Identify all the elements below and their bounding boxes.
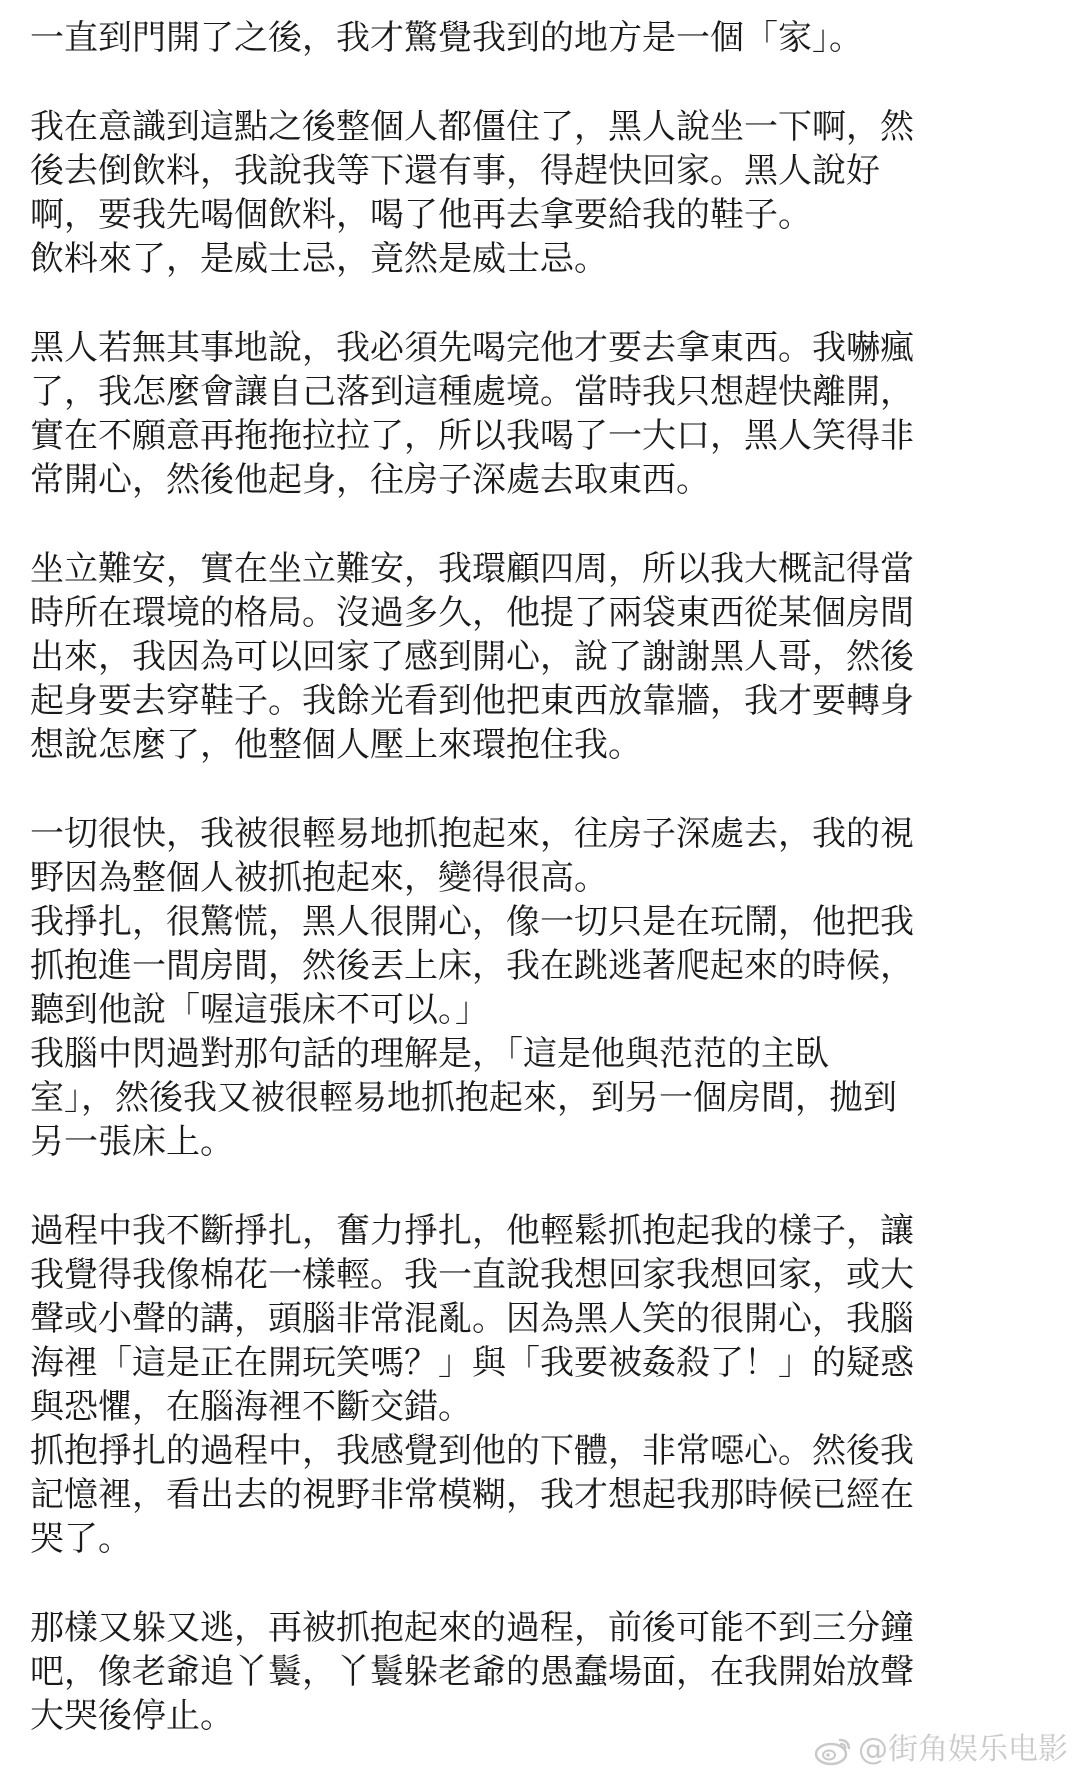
text-line: 大哭後停止。 <box>30 1696 234 1736</box>
text-line: 哭了。 <box>30 1519 132 1559</box>
text-line: 我腦中閃過對那句話的理解是，「這是他與范范的主臥 <box>30 1034 829 1074</box>
text-line: 飲料來了，是威士忌，竟然是威士忌。 <box>30 239 608 279</box>
text-line: 那樣又躲又逃，再被抓抱起來的過程，前後可能不到三分鐘 <box>30 1608 914 1648</box>
paragraph <box>30 326 1050 502</box>
paragraph <box>30 812 1050 1164</box>
text-line: 野因為整個人被抓抱起來，變得很高。 <box>30 858 608 898</box>
text-line: 後去倒飲料，我說我等下還有事，得趕快回家。黑人說好 <box>30 151 880 191</box>
text-line: 出來，我因為可以回家了感到開心，說了謝謝黑人哥，然後 <box>30 637 914 677</box>
text-line: 海裡「這是正在開玩笑嗎？」與「我要被姦殺了！」的疑惑 <box>30 1343 914 1383</box>
paragraph <box>30 1209 1050 1561</box>
text-line: 起身要去穿鞋子。我餘光看到他把東西放靠牆，我才要轉身 <box>30 681 914 721</box>
text-line: 一直到門開了之後，我才驚覺我到的地方是一個「家」。 <box>30 18 863 58</box>
text-line: 與恐懼，在腦海裡不斷交錯。 <box>30 1387 472 1427</box>
text-line: 我在意識到這點之後整個人都僵住了，黑人說坐一下啊，然 <box>30 107 914 147</box>
text-line: 坐立難安，實在坐立難安，我環顧四周，所以我大概記得當 <box>30 549 914 589</box>
text-line: 另一張床上。 <box>30 1122 234 1162</box>
article-body <box>30 16 1050 1771</box>
text-line: 聽到他說「喔這張床不可以。」 <box>30 990 489 1030</box>
text-line: 過程中我不斷掙扎，奮力掙扎，他輕鬆抓抱起我的樣子，讓 <box>30 1211 914 1251</box>
text-line: 啊，要我先喝個飲料，喝了他再去拿要給我的鞋子。 <box>30 195 812 235</box>
text-line: 常開心，然後他起身，往房子深處去取東西。 <box>30 460 710 500</box>
text-line: 時所在環境的格局。沒過多久，他提了兩袋東西從某個房間 <box>30 593 914 633</box>
text-line: 想說怎麼了，他整個人壓上來環抱住我。 <box>30 725 642 765</box>
text-line: 我覺得我像棉花一樣輕。我一直說我想回家我想回家，或大 <box>30 1255 914 1295</box>
text-line: 抓抱掙扎的過程中，我感覺到他的下體，非常噁心。然後我 <box>30 1431 914 1471</box>
text-line: 了，我怎麼會讓自己落到這種處境。當時我只想趕快離開， <box>30 372 914 412</box>
watermark <box>814 1733 1068 1767</box>
text-line: 一切很快，我被很輕易地抓抱起來，往房子深處去，我的視 <box>30 814 914 854</box>
text-line: 我掙扎，很驚慌，黑人很開心，像一切只是在玩鬧，他把我 <box>30 902 914 942</box>
weibo-icon <box>814 1734 852 1766</box>
paragraph <box>30 1606 1050 1738</box>
text-line: 抓抱進一間房間，然後丟上床，我在跳逃著爬起來的時候， <box>30 946 914 986</box>
paragraph <box>30 16 1050 60</box>
text-line: 實在不願意再拖拖拉拉了，所以我喝了一大口，黑人笑得非 <box>30 416 914 456</box>
text-line: 黑人若無其事地說，我必須先喝完他才要去拿東西。我嚇瘋 <box>30 328 914 368</box>
watermark-text: @街角娱乐电影 <box>858 1732 1068 1767</box>
paragraph <box>30 105 1050 281</box>
text-line: 吧，像老爺追丫鬟，丫鬟躲老爺的愚蠢場面，在我開始放聲 <box>30 1652 914 1692</box>
text-line: 室」，然後我又被很輕易地抓抱起來，到另一個房間，拋到 <box>30 1078 897 1118</box>
text-line: 記憶裡，看出去的視野非常模糊，我才想起我那時候已經在 <box>30 1475 914 1515</box>
paragraph <box>30 547 1050 767</box>
text-line: 聲或小聲的講，頭腦非常混亂。因為黑人笑的很開心，我腦 <box>30 1299 914 1339</box>
